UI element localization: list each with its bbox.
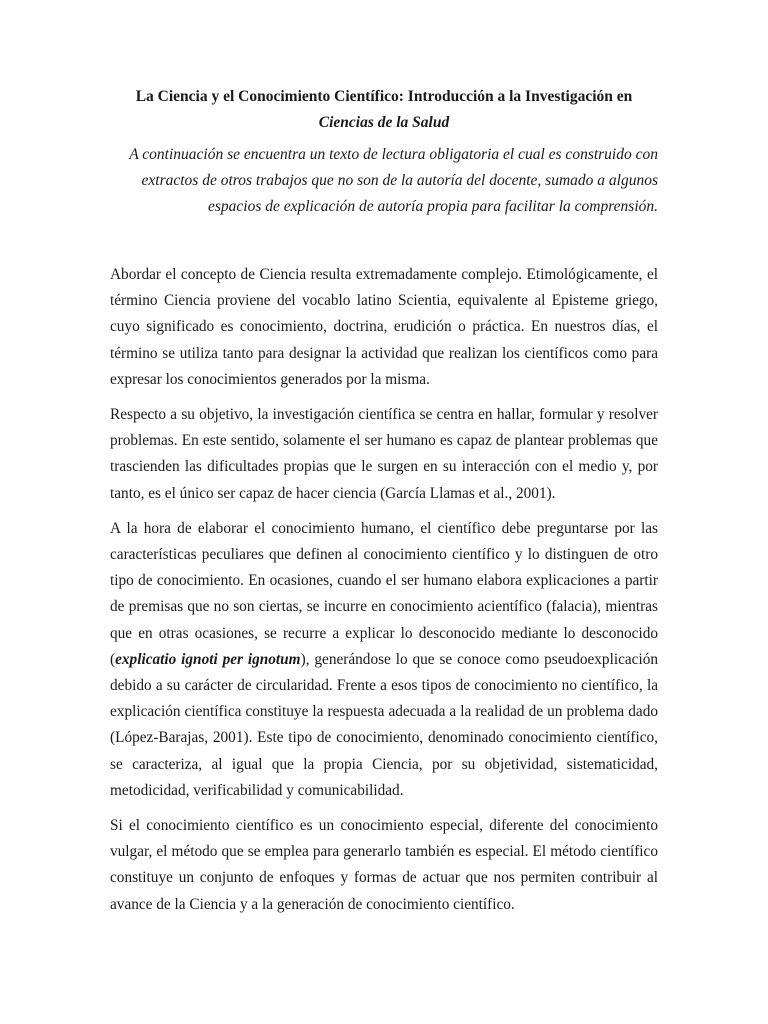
body-text — [110, 262, 658, 927]
paragraph-text-after: ), generándose lo que se conoce como pseudoexplicación debido a su carácter de circularidad. Frente a esos tipos de conocimiento no científico, la explicación científica constituye la respuesta adecuada a la realidad de un problema dado (López-Barajas, 2001). Este tipo de conocimiento, denominado conocimiento científico, se caracteriza, al igual que la propia Ciencia, por su objetividad, sistematicidad, metodicidad, verificabilidad y comunicabilidad. — [110, 650, 658, 799]
intro-line: A continuación se encuentra un texto de lectura obligatoria el cual es construido con — [129, 146, 658, 163]
intro-line: espacios de explicación de autoría propia para facilitar la comprensión. — [207, 198, 658, 215]
paragraph-ciencia-concepto: Abordar el concepto de Ciencia resulta extremadamente complejo. Etimológicamente, el término Ciencia proviene del vocablo latino Scientia, equivalente al Episteme griego, cuyo significado es conocimiento, doctrina, erudición o práctica. En nuestros días, el término se utiliza tanto para designar la actividad que realizan los científicos como para expresar los conocimientos generados por la misma. — [110, 266, 658, 388]
paragraph-text-before: A la hora de elaborar el conocimiento humano, el científico debe preguntarse por las características peculiares que definen al conocimiento científico y lo distinguen de otro tipo de conocimiento. En ocasiones, cuando el ser humano elabora explicaciones a partir de premisas que no son ciertas, se incurre en conocimiento acientífico (falacia), mientras que en otras ocasiones, se recurre a explicar lo desconocido mediante lo desconocido ( — [110, 519, 658, 668]
document-title — [110, 84, 658, 136]
latin-phrase: explicatio ignoti per ignotum — [115, 650, 301, 668]
title-line-subtitle: Ciencias de la Salud — [318, 114, 450, 131]
title-line-main: La Ciencia y el Conocimiento Científico: Introducción a la Investigación en — [135, 88, 633, 105]
paragraph-objetivo: Respecto a su objetivo, la investigación científica se centra en hallar, formular y resolver problemas. En este sentido, solamente el ser humano es capaz de plantear problemas que trascienden las dificultades propias que le surgen en su interacción con el medio y, por tanto, es el único ser capaz de hacer ciencia (García Llamas et al., 2001). — [110, 406, 658, 502]
intro-note — [110, 142, 658, 220]
paragraph-metodo-cientifico: Si el conocimiento científico es un conocimiento especial, diferente del conocimiento vulgar, el método que se emplea para generarlo también es especial. El método científico constituye un conjunto de enfoques y formas de actuar que nos permiten contribuir al avance de la Ciencia y a la generación de conocimiento científico. — [110, 817, 658, 913]
intro-line: extractos de otros trabajos que no son de la autoría del docente, sumado a algunos — [141, 172, 658, 189]
paragraph-conocimiento-humano — [110, 516, 658, 804]
